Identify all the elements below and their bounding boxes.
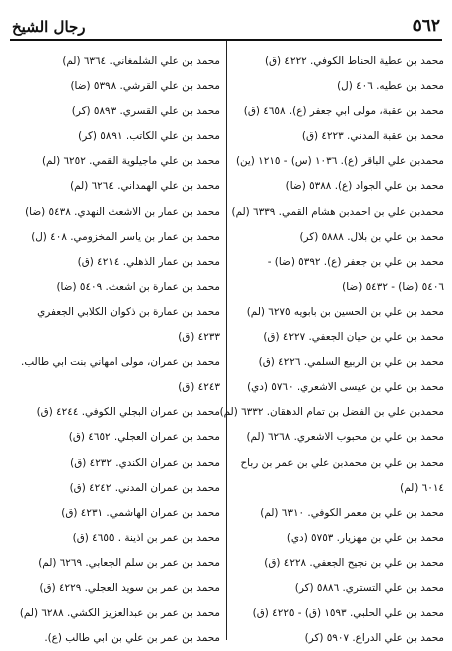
entry-line: محمد بن علي بن معمر الكوفي. ٦٣١٠ (لم) bbox=[260, 506, 444, 519]
page-number: ٥٦٢ bbox=[412, 16, 440, 36]
entry-line: محمد بن عمران الكندي. ٤٢٣٢ (ق) bbox=[70, 456, 220, 469]
entry-line: محمد بن علي بن جعفر (ع). ٥٣٩٢ (ضا) - bbox=[267, 255, 444, 268]
entry-line: محمد بن علي التستري. ٥٨٨٦ (كر) bbox=[294, 581, 444, 594]
entry-line: محمد بن علي الدراع. ٥٩٠٧ (كر) bbox=[304, 632, 444, 645]
entry-line: محمد بن عقبة المدني. ٤٢٢٣ (ق) bbox=[301, 130, 444, 143]
entry-line: ٥٤٠٦ (ضا) - ٥٤٣٢ (ضا) bbox=[342, 280, 444, 293]
entry-line: محمد بن علي القرشي. ٥٣٩٨ (ضا) bbox=[70, 80, 220, 93]
entry-line: محمد بن عمارة بن اشعث. ٥٤٠٩ (ضا) bbox=[56, 280, 220, 293]
right-column bbox=[219, 49, 444, 651]
running-title: رجال الشيخ bbox=[12, 18, 86, 36]
entry-line: محمدبن علي بن الفضل بن تمام الدهقان. ٦٣٣٢ (لم) bbox=[219, 406, 444, 419]
entry-line: محمد بن علي الكاتب. ٥٨٩١ (كر) bbox=[78, 130, 220, 143]
entry-line: محمد بن علي القسري. ٥٨٩٣ (كر) bbox=[71, 105, 220, 118]
entry-line: محمد بن عمار بن الاشعث النهدي. ٥٤٣٨ (ضا) bbox=[25, 205, 220, 218]
entry-line: محمد بن عمران المدني. ٤٢٤٢ (ق) bbox=[69, 481, 220, 494]
entry-line: محمد بن علي بن نجيح الجعفي. ٤٢٢٨ (ق) bbox=[264, 556, 444, 569]
entry-line: محمد بن علي بن محبوب الاشعري. ٦٢٦٨ (لم) bbox=[246, 431, 444, 444]
entry-line: محمد بن عمر بن عبدالعزيز الكشي. ٦٢٨٨ (لم) bbox=[19, 607, 220, 620]
entry-line: محمد بن عمر بن سلم الجعابي. ٦٢٦٩ (لم) bbox=[38, 556, 220, 569]
entry-line: محمد بن عطية الحناط الكوفي. ٤٢٢٢ (ق) bbox=[264, 55, 444, 67]
entry-line: محمد بن عمر بن سويد العجلي. ٤٢٢٩ (ق) bbox=[39, 581, 220, 594]
entry-line: محمد بن علي ماجيلوية القمي. ٦٢٥٢ (لم) bbox=[41, 155, 220, 168]
entry-line: محمد بن عمران، مولى امهاني بنت ابي طالب. bbox=[21, 356, 220, 369]
entry-line: محمد بن عمر بن علي بن ابي طالب (ع). bbox=[44, 632, 220, 645]
entry-line: محمد بن علي بن مهزيار. ٥٧٥٣ (دي) bbox=[286, 531, 444, 544]
entry-line: محمد بن عمار الذهلي. ٤٢١٤ (ق) bbox=[77, 255, 220, 268]
entry-line: محمد بن عمران العجلي. ٤٦٥٢ (ق) bbox=[68, 431, 220, 444]
entry-line: محمد بن عمار بن ياسر المخزومي. ٤٠٨ (ل) bbox=[31, 230, 220, 243]
entry-line: محمدبن علي بن احمدبن هشام القمي. ٦٣٣٩ (لم) bbox=[231, 205, 444, 218]
entry-line: محمد بن علي بن بلال. ٥٨٨٨ (كر) bbox=[299, 230, 444, 243]
entry-line: محمد بن علي بن عيسى الاشعري. ٥٧٦٠ (دي) bbox=[247, 381, 444, 394]
entry-line: ٤٢٤٣ (ق) bbox=[178, 381, 220, 394]
entry-line: محمد بن علي بن الحسين بن بابويه ٦٢٧٥ (لم) bbox=[246, 305, 444, 318]
entry-line: محمد بن عمر بن اذينة . ٤٦٥٥ (ق) bbox=[72, 531, 220, 544]
entry-line: محمد بن عمارة بن ذكوان الكلابي الجعفري bbox=[37, 305, 220, 318]
entry-line: محمد بن عمران الهاشمي. ٤٢٣١ (ق) bbox=[61, 506, 220, 519]
left-column bbox=[8, 49, 220, 651]
entry-line: محمد بن عمران البجلي الكوفي. ٤٢٤٤ (ق) bbox=[36, 406, 220, 419]
entry-line: محمد بن عطيه. ٤٠٦ (ل) bbox=[337, 80, 444, 93]
entry-line: محمد بن علي بن محمدبن علي بن عمر بن رباح bbox=[240, 456, 444, 469]
entry-line: محمد بن علي الهمداني. ٦٢٦٤ (لم) bbox=[70, 180, 220, 193]
entry-line: محمد بن علي بن حيان الجعفي. ٤٢٢٧ (ق) bbox=[263, 331, 444, 344]
column-divider bbox=[226, 41, 227, 640]
page-header bbox=[12, 10, 440, 36]
entry-line: ٦٠١٤ (لم) bbox=[400, 481, 444, 494]
entry-line: محمدبن علي الباقر (ع). ١٠٣٦ (س) - ١٢١٥ (ين) bbox=[235, 155, 444, 168]
entry-line: محمد بن علي الشلمغاني. ٦٣٦٤ (لم) bbox=[62, 55, 220, 67]
entry-line: ٤٢٣٣ (ق) bbox=[178, 331, 220, 344]
entry-line: محمد بن علي الجواد (ع). ٥٣٨٨ (ضا) bbox=[285, 180, 444, 193]
entry-line: محمد بن علي بن الربيع السلمي. ٤٢٢٦ (ق) bbox=[258, 356, 444, 369]
entry-line: محمد بن عقبة، مولى ابي جعفر (ع). ٤٦٥٨ (ق) bbox=[243, 105, 444, 118]
entry-line: محمد بن علي الحلبي. ١٥٩٣ (ق) - ٤٢٢٥ (ق) bbox=[252, 607, 444, 620]
